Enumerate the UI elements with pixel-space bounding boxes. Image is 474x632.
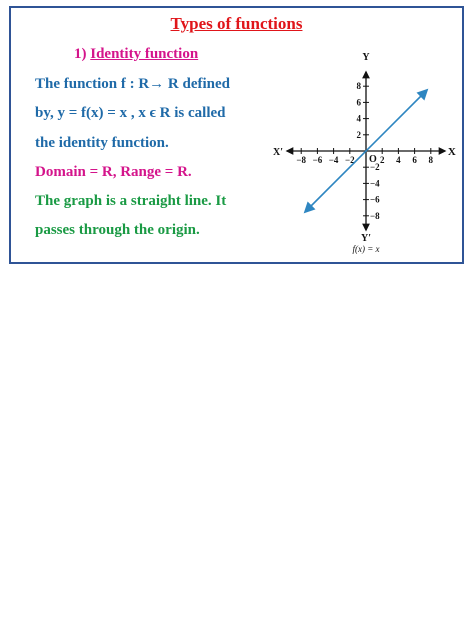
y-tick-label: 2: [356, 129, 361, 140]
page-title: Types of functions: [170, 14, 303, 33]
domain-range-line: Domain = R, Range = R.: [35, 164, 192, 180]
x-tick-label: 4: [396, 155, 401, 165]
origin-label: O: [369, 154, 377, 165]
content-card: [9, 6, 464, 264]
x-tick-label: 6: [412, 155, 417, 165]
text-line-3: the identity function.: [35, 135, 169, 151]
y-tick-label: 4: [356, 113, 361, 124]
y-tick-label: 6: [356, 97, 361, 108]
y-tick-label: −8: [370, 210, 380, 221]
section-label: Identity function: [90, 46, 199, 62]
section-number: 1): [74, 46, 87, 62]
y-tick-label: −4: [370, 178, 380, 189]
y-tick-label: −6: [370, 194, 380, 205]
text-line-1: The function f : R→ R defined: [35, 76, 231, 92]
text-line-2: by, y = f(x) = x , x ϵ R is called: [35, 105, 226, 121]
x-axis-negative-label: X′: [273, 147, 284, 158]
identity-function-graph: [273, 50, 459, 255]
y-tick-label: −2: [370, 162, 380, 173]
x-axis-label: X: [447, 146, 456, 158]
y-axis-negative-label: Y′: [360, 232, 372, 244]
x-tick-label: −6: [312, 155, 323, 165]
x-tick-label: 2: [379, 155, 385, 165]
x-tick-label: −2: [344, 155, 355, 165]
section-heading: [74, 46, 198, 63]
x-tick-label: 8: [428, 155, 434, 165]
x-tick-label: −8: [296, 155, 307, 165]
graph-caption: f(x) = x: [352, 243, 380, 254]
x-tick-label: −4: [328, 155, 339, 165]
y-tick-label: 8: [356, 81, 361, 92]
text-line-6: passes through the origin.: [35, 222, 200, 238]
text-line-5: The graph is a straight line. It: [35, 193, 227, 209]
y-axis-label: Y: [362, 52, 370, 63]
